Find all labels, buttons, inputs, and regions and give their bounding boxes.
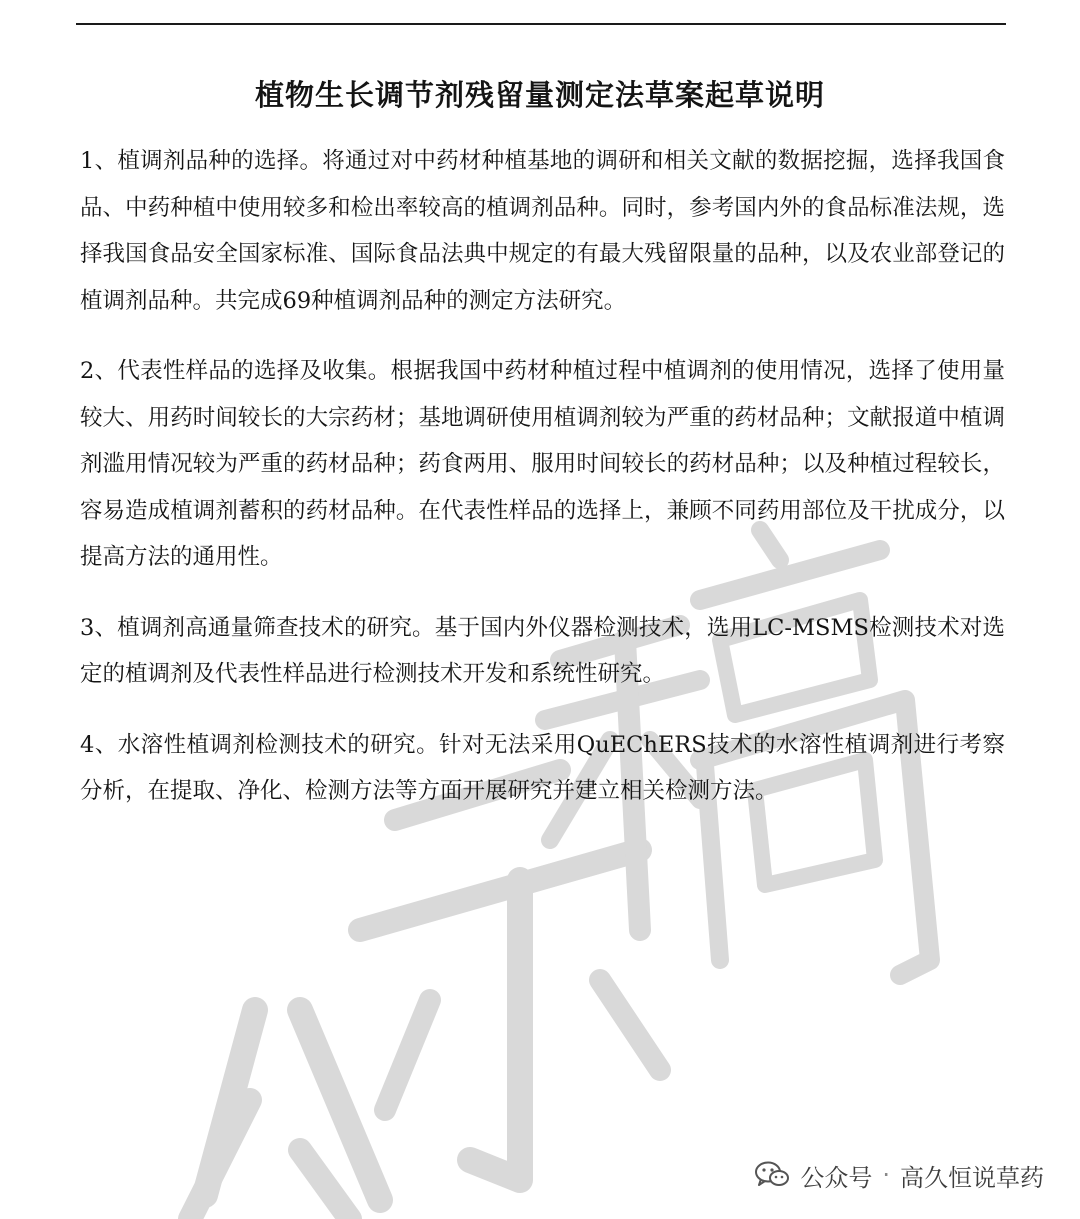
platform-label: 公众号 [800, 1163, 873, 1192]
wechat-icon [754, 1160, 790, 1190]
account-name: 高久恒说草药 [900, 1163, 1044, 1192]
top-rule [76, 23, 1006, 25]
wechat-attribution[interactable] [754, 1153, 1044, 1197]
paragraph-4: 4、水溶性植调剂检测技术的研究。针对无法采用QuEChERS技术的水溶性植调剂进行考察分析，在提取、净化、检测方法等方面开展研究并建立相关检测方法。 [80, 731, 1005, 804]
paragraph-3: 3、植调剂高通量筛查技术的研究。基于国内外仪器检测技术，选用LC-MSMS检测技术对选定的植调剂及代表性样品进行检测技术开发和系统性研究。 [80, 614, 1005, 687]
separator-dot: · [882, 1161, 890, 1189]
paragraph-1: 1、植调剂品种的选择。将通过对中药材种植基地的调研和相关文献的数据挖掘，选择我国食品、中药种植中使用较多和检出率较高的植调剂品种。同时，参考国内外的食品标准法规，选择我国食品安全国家标准、国际食品法典中规定的有最大残留限量的品种，以及农业部登记的植调剂品种。共完成69种植调剂品种的测定方法研究。 [80, 148, 1005, 314]
paragraph-2: 2、代表性样品的选择及收集。根据我国中药材种植过程中植调剂的使用情况，选择了使用量较大、用药时间较长的大宗药材；基地调研使用植调剂较为严重的药材品种；文献报道中植调剂滥用情况较为严重的药材品种；药食两用、服用时间较长的药材品种；以及种植过程较长，容易造成植调剂蓄积的药材品种。在代表性样品的选择上，兼顾不同药用部位及干扰成分，以提高方法的通用性。 [80, 358, 1005, 570]
document-title: 植物生长调节剂残留量测定法草案起草说明 [254, 78, 825, 112]
document-body [80, 138, 1005, 815]
